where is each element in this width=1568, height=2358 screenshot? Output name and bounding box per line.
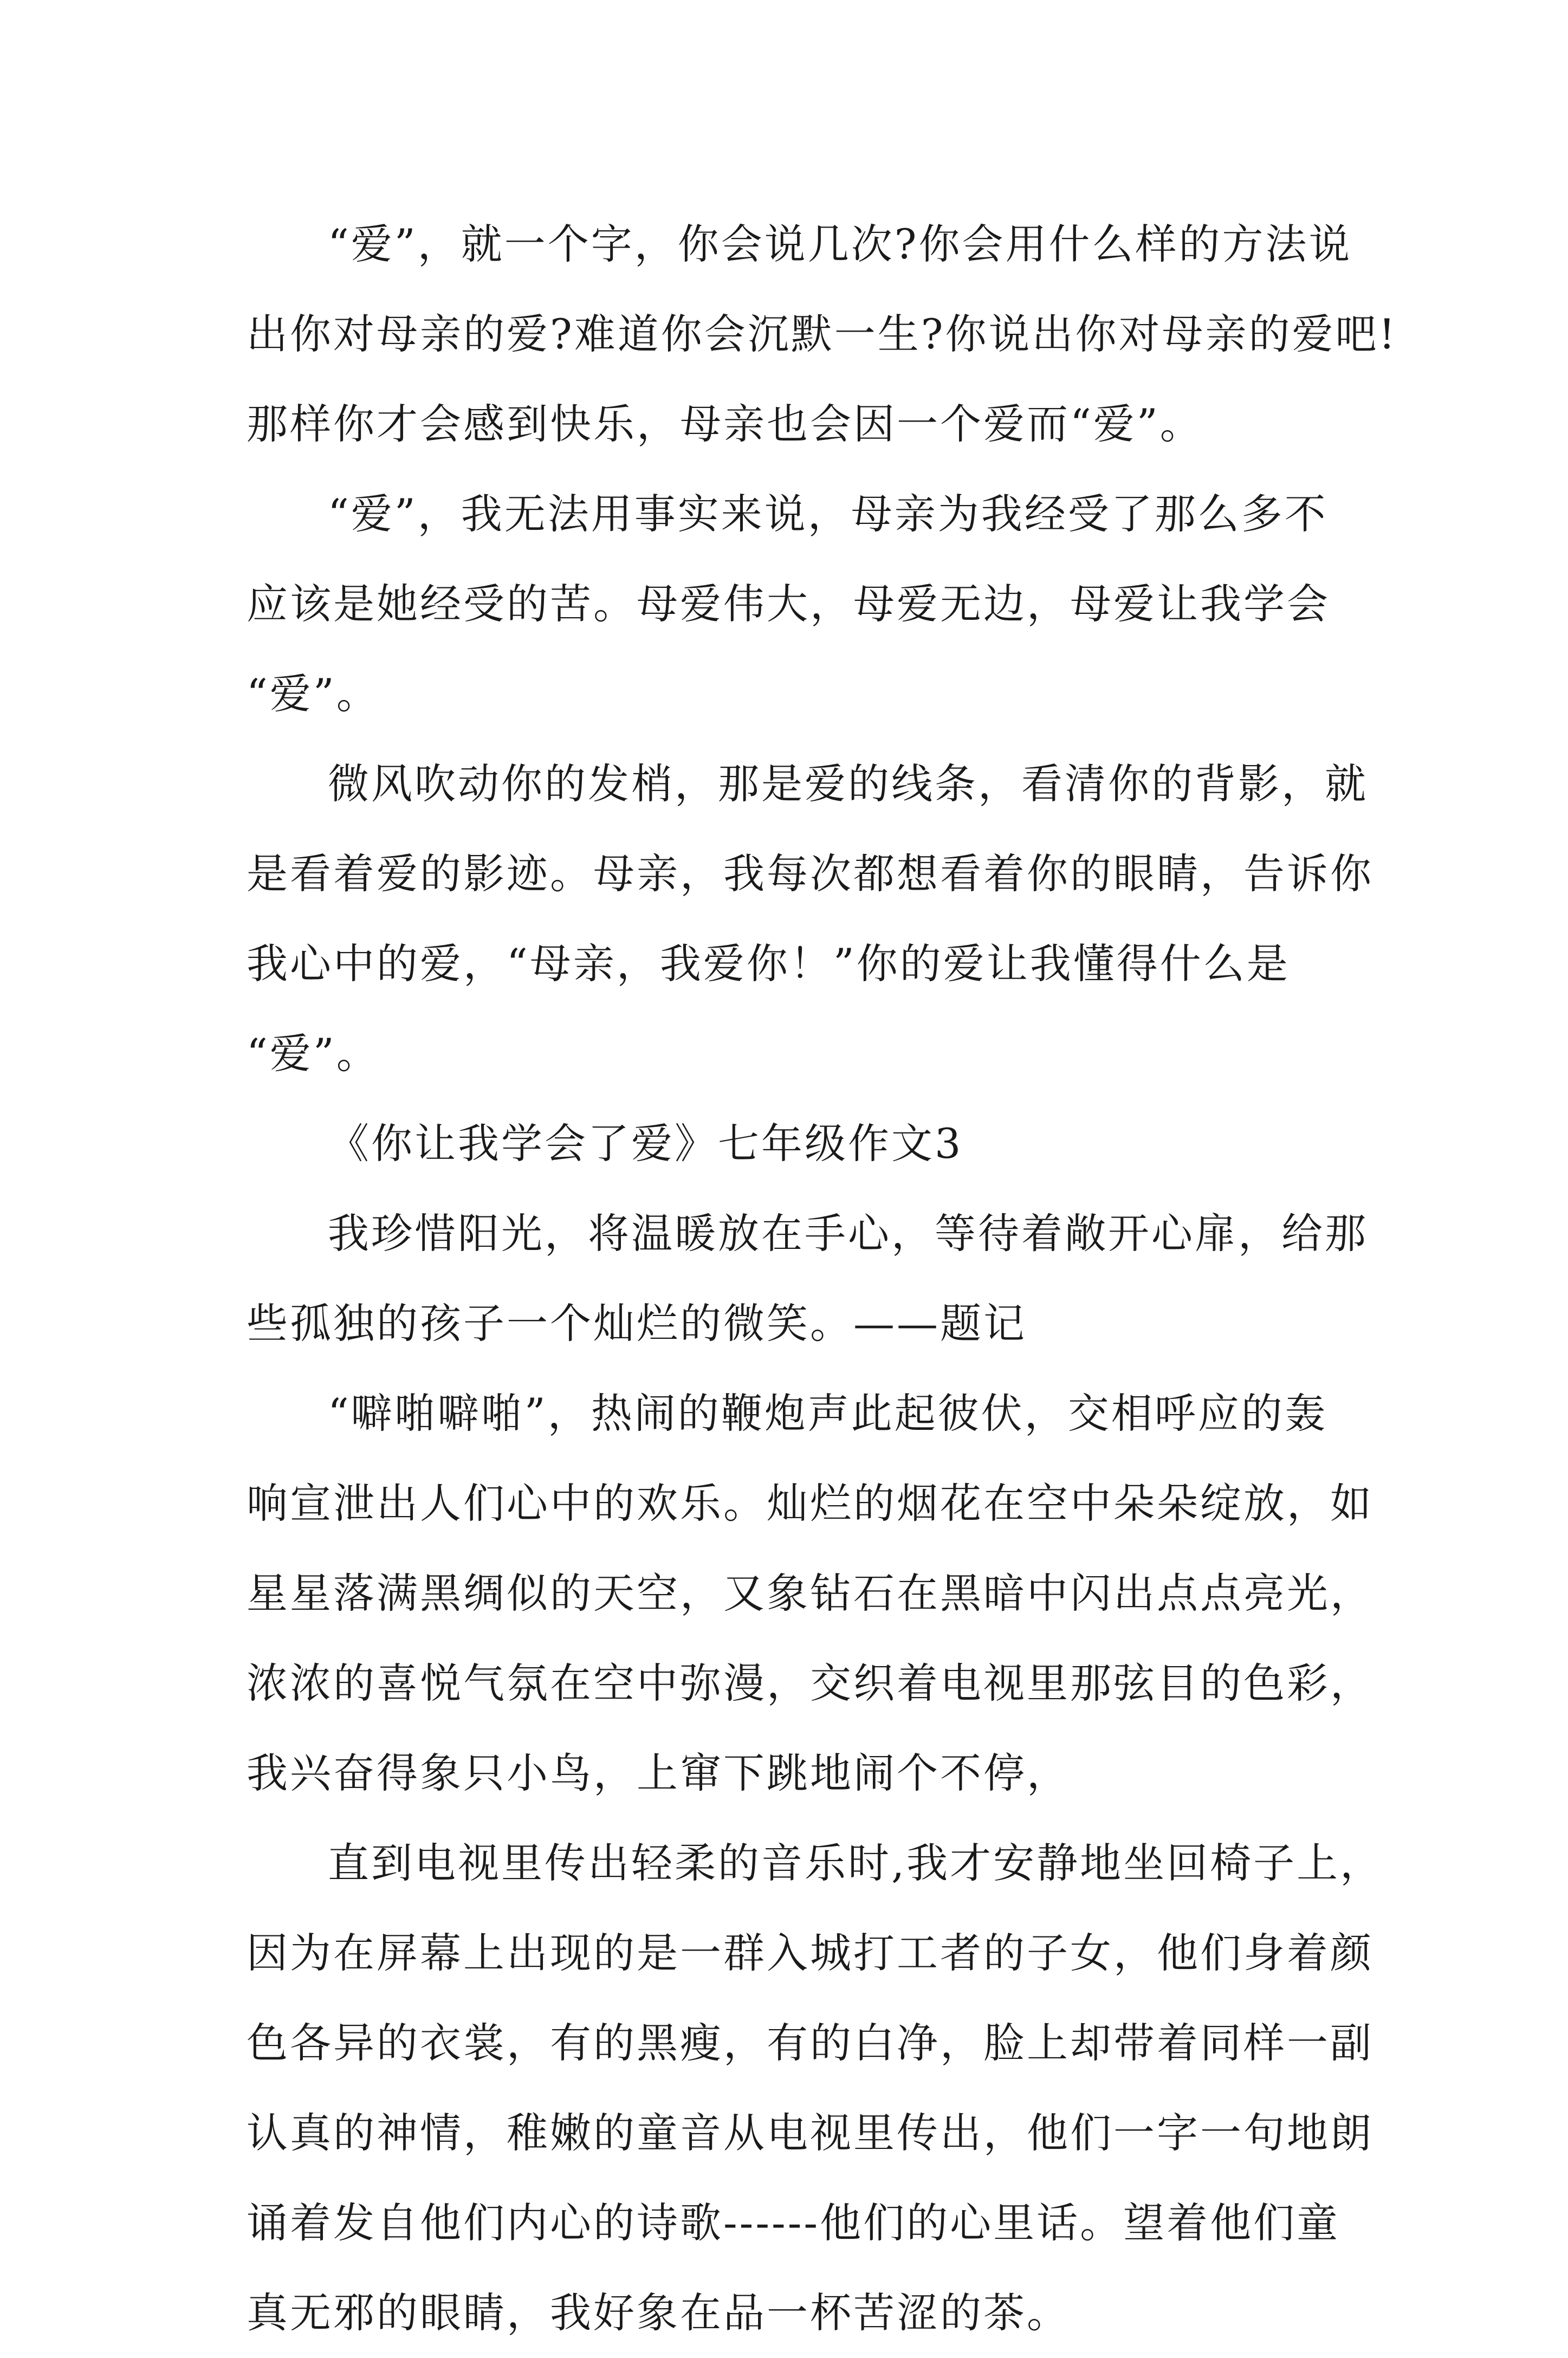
paragraph-line: 星星落满黑绸似的天空，又象钻石在黑暗中闪出点点亮光，: [247, 1569, 1373, 1617]
paragraph-line: 因为在屏幕上出现的是一群入城打工者的子女，他们身着颜: [247, 1929, 1373, 1977]
paragraph-line: 真无邪的眼睛，我好象在品一杯苦涩的茶。: [247, 2289, 1070, 2337]
essay-title: 《你让我学会了爱》七年级作文3: [328, 1119, 963, 1168]
paragraph-line: 微风吹动你的发梢，那是爱的线条，看清你的背影，就: [328, 760, 1368, 808]
paragraph-line: 那样你才会感到快乐，母亲也会因一个爱而“爱”。: [247, 400, 1203, 448]
paragraph-line: “爱”。: [247, 670, 380, 718]
paragraph-line: 是看着爱的影迹。母亲，我每次都想看着你的眼睛，告诉你: [247, 850, 1373, 898]
document-body: [247, 199, 1398, 2358]
paragraph-line: 我心中的爱，“母亲，我爱你！”你的爱让我懂得什么是: [247, 940, 1290, 988]
paragraph-line: “爱”，我无法用事实来说，母亲为我经受了那么多不: [328, 490, 1328, 538]
paragraph-line: 出你对母亲的爱?难道你会沉默一生?你说出你对母亲的爱吧!: [247, 310, 1398, 358]
paragraph-line: 应该是她经受的苦。母爱伟大，母爱无边，母爱让我学会: [247, 580, 1330, 628]
paragraph-line: 响宣泄出人们心中的欢乐。灿烂的烟花在空中朵朵绽放，如: [247, 1479, 1373, 1527]
paragraph-line: 诵着发自他们内心的诗歌------他们的心里话。望着他们童: [247, 2199, 1340, 2247]
paragraph-line: 我珍惜阳光，将温暖放在手心，等待着敞开心扉，给那: [328, 1209, 1368, 1258]
paragraph-line: “爱”，就一个字，你会说几次?你会用什么样的方法说: [328, 220, 1352, 268]
paragraph-line: 色各异的衣裳，有的黑瘦，有的白净，脸上却带着同样一副: [247, 2019, 1373, 2067]
paragraph-line: 直到电视里传出轻柔的音乐时,我才安静地坐回椅子上，: [328, 1839, 1384, 1887]
paragraph-line: 浓浓的喜悦气氛在空中弥漫，交织着电视里那弦目的色彩，: [247, 1659, 1373, 1707]
paragraph-line: 我兴奋得象只小鸟，上窜下跳地闹个不停，: [247, 1749, 1070, 1797]
paragraph-line: 些孤独的孩子一个灿烂的微笑。——题记: [247, 1299, 1027, 1348]
paragraph-line: “噼啪噼啪”，热闹的鞭炮声此起彼伏，交相呼应的轰: [328, 1389, 1328, 1437]
paragraph-line: 认真的神情，稚嫩的童音从电视里传出，他们一字一句地朗: [247, 2109, 1373, 2157]
paragraph-line: “爱”。: [247, 1029, 380, 1078]
